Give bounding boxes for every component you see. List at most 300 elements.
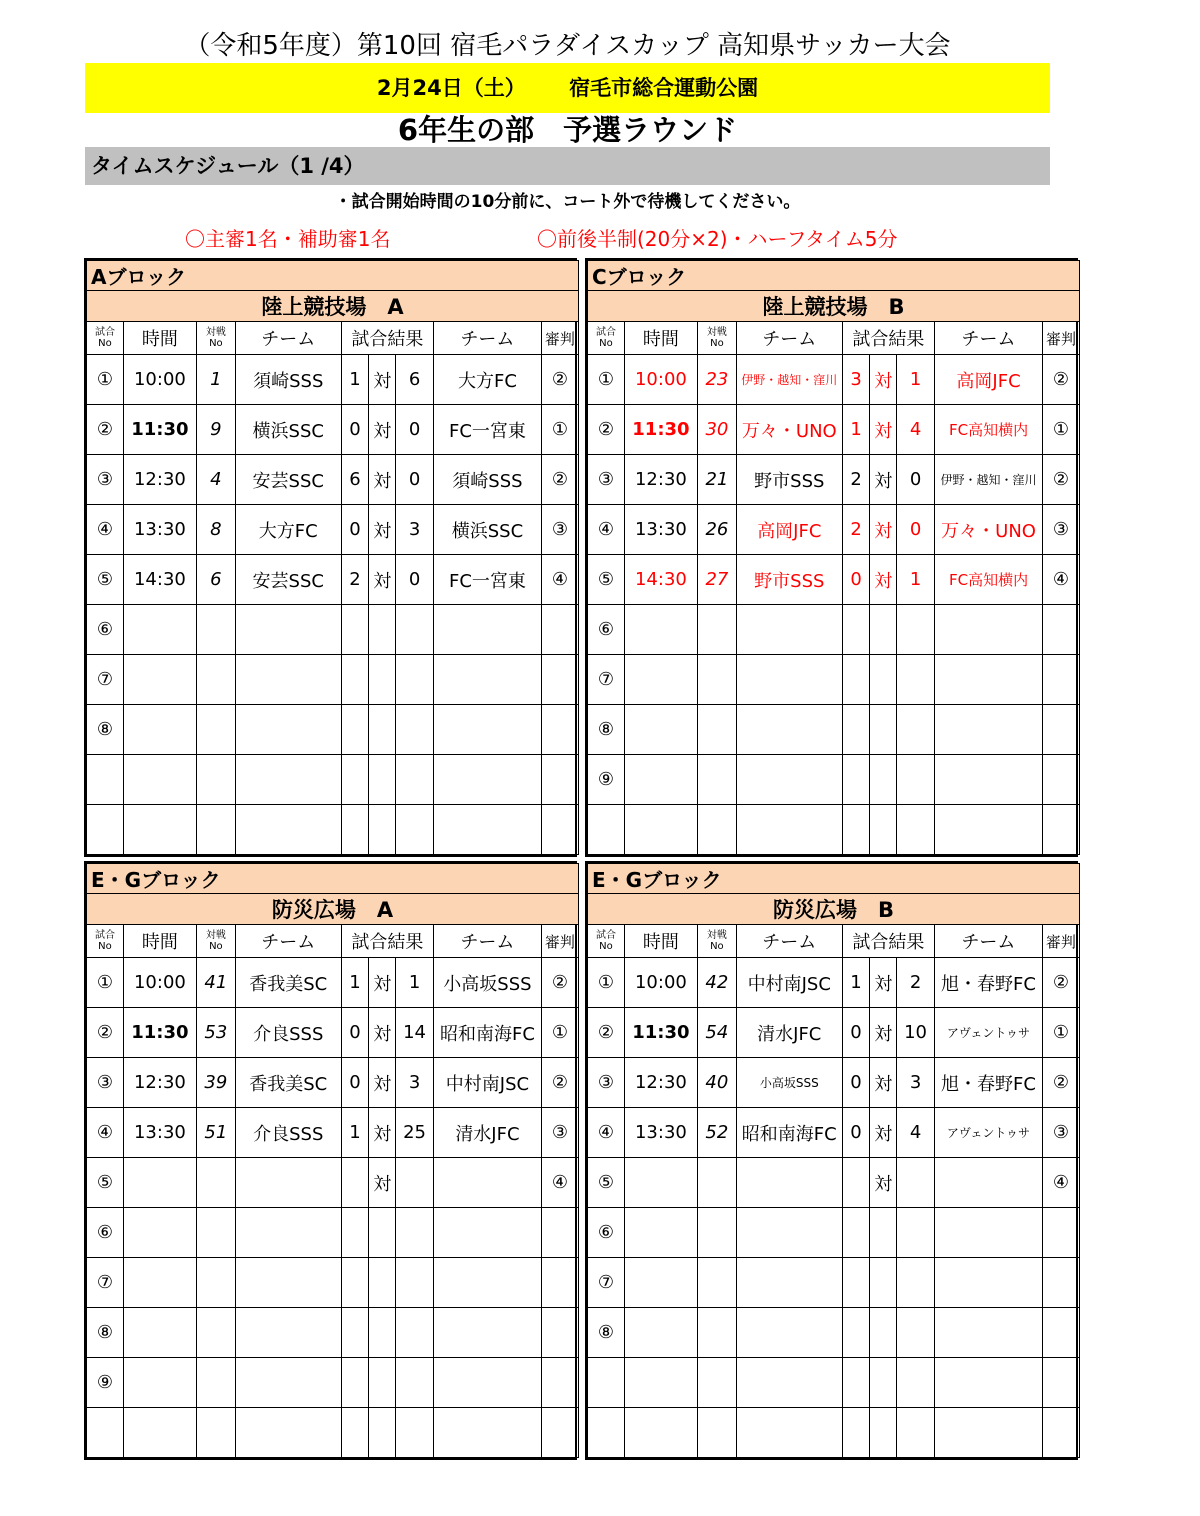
team-1: 香我美SC — [235, 1058, 341, 1108]
team-2: 昭和南海FC — [434, 1008, 542, 1058]
score-1: 2 — [842, 455, 870, 505]
match-number: ③ — [588, 455, 625, 505]
team-2 — [434, 1308, 542, 1358]
team-2 — [935, 605, 1043, 655]
match-time — [624, 655, 697, 705]
score-1: 1 — [341, 355, 369, 405]
team-1: 高岡JFC — [736, 505, 842, 555]
score-1 — [341, 1158, 369, 1208]
table-row — [87, 555, 579, 605]
match-time — [624, 1408, 697, 1458]
team-2: 旭・春野FC — [935, 958, 1043, 1008]
table-row — [87, 958, 579, 1008]
score-2 — [897, 805, 935, 855]
team-1: 万々・UNO — [736, 405, 842, 455]
score-2 — [897, 1158, 935, 1208]
result-header: 試合結果 — [341, 925, 433, 958]
versus-label: 対 — [870, 1108, 897, 1158]
score-2 — [396, 1158, 434, 1208]
referee-number: ② — [1042, 1058, 1079, 1108]
match-number: ③ — [87, 455, 124, 505]
score-2 — [897, 605, 935, 655]
versus-label — [870, 655, 897, 705]
table-row — [87, 605, 579, 655]
match-number: ⑥ — [588, 605, 625, 655]
versus-label — [369, 705, 396, 755]
score-1 — [842, 1308, 870, 1358]
team-2 — [434, 705, 542, 755]
table-row — [588, 1208, 1080, 1258]
referee-number — [541, 1408, 578, 1458]
versus-label: 対 — [870, 405, 897, 455]
versus-number: 53 — [196, 1008, 235, 1058]
notice-text: ・試合開始時間の10分前に、コート外で待機してください。 — [334, 192, 801, 212]
versus-number — [196, 1408, 235, 1458]
referee-header: 審判 — [541, 925, 578, 958]
referee-number: ④ — [541, 1158, 578, 1208]
versus-number — [196, 1208, 235, 1258]
table-row — [588, 605, 1080, 655]
versus-number — [697, 755, 736, 805]
score-2 — [396, 1358, 434, 1408]
score-2 — [897, 1308, 935, 1358]
field-name: 陸上競技場 A — [87, 291, 579, 322]
team-1 — [736, 1358, 842, 1408]
score-2: 3 — [897, 1058, 935, 1108]
table-row — [588, 455, 1080, 505]
score-2 — [396, 1208, 434, 1258]
match-time: 14:30 — [123, 555, 196, 605]
team-2 — [434, 1208, 542, 1258]
match-time: 13:30 — [123, 1108, 196, 1158]
versus-number: 26 — [697, 505, 736, 555]
table-row — [588, 958, 1080, 1008]
table-row — [87, 455, 579, 505]
match-number: ⑦ — [87, 655, 124, 705]
versus-number — [196, 805, 235, 855]
schedule-label: タイムスケジュール（1 /4） — [85, 147, 1050, 185]
team-2: 伊野・越知・窪川 — [935, 455, 1043, 505]
team-header: チーム — [935, 925, 1043, 958]
score-2 — [897, 655, 935, 705]
team-2 — [935, 755, 1043, 805]
versus-label — [369, 1308, 396, 1358]
versus-number — [196, 605, 235, 655]
team-1: 須崎SSS — [235, 355, 341, 405]
score-2: 10 — [897, 1008, 935, 1058]
match-no-header: 試合 No — [87, 322, 124, 355]
score-1 — [341, 755, 369, 805]
score-1 — [341, 705, 369, 755]
score-1: 0 — [341, 1008, 369, 1058]
table-row — [87, 1258, 579, 1308]
table-row — [87, 1358, 579, 1408]
score-2: 4 — [897, 1108, 935, 1158]
versus-label — [870, 1408, 897, 1458]
score-1 — [341, 1308, 369, 1358]
table-row — [87, 1308, 579, 1358]
referee-number — [541, 1208, 578, 1258]
match-time — [624, 1308, 697, 1358]
table-row — [588, 1308, 1080, 1358]
versus-number: 9 — [196, 405, 235, 455]
match-time — [123, 755, 196, 805]
versus-number — [697, 805, 736, 855]
match-time: 13:30 — [624, 505, 697, 555]
team-2: 中村南JSC — [434, 1058, 542, 1108]
result-header: 試合結果 — [341, 322, 433, 355]
versus-label: 対 — [369, 958, 396, 1008]
match-number: ① — [87, 958, 124, 1008]
table-row — [588, 1108, 1080, 1158]
score-1 — [341, 655, 369, 705]
versus-number — [196, 1358, 235, 1408]
team-1: 香我美SC — [235, 958, 341, 1008]
match-time — [123, 1308, 196, 1358]
referee-number — [1042, 605, 1079, 655]
match-time: 10:00 — [123, 958, 196, 1008]
team-1 — [736, 1158, 842, 1208]
team-2: 万々・UNO — [935, 505, 1043, 555]
match-number: ③ — [588, 1058, 625, 1108]
versus-label: 対 — [369, 1108, 396, 1158]
referee-header: 審判 — [1042, 925, 1079, 958]
score-2: 1 — [897, 355, 935, 405]
referee-number: ③ — [541, 505, 578, 555]
versus-number: 4 — [196, 455, 235, 505]
team-1 — [736, 605, 842, 655]
team-header: チーム — [235, 925, 341, 958]
match-number: ④ — [87, 505, 124, 555]
team-2 — [935, 805, 1043, 855]
referee-number: ② — [541, 355, 578, 405]
team-2: FC一宮東 — [434, 555, 542, 605]
referee-number: ② — [1042, 958, 1079, 1008]
team-2: 須崎SSS — [434, 455, 542, 505]
score-1: 1 — [341, 958, 369, 1008]
team-header: チーム — [434, 322, 542, 355]
referee-number: ① — [1042, 405, 1079, 455]
score-1 — [842, 1158, 870, 1208]
match-time: 12:30 — [624, 1058, 697, 1108]
referee-header: 審判 — [1042, 322, 1079, 355]
match-number — [87, 805, 124, 855]
match-number: ③ — [87, 1058, 124, 1108]
team-2 — [935, 1258, 1043, 1308]
team-2 — [935, 705, 1043, 755]
versus-number: 39 — [196, 1058, 235, 1108]
match-time: 13:30 — [624, 1108, 697, 1158]
score-1 — [842, 1408, 870, 1458]
versus-number: 6 — [196, 555, 235, 605]
match-time — [624, 1158, 697, 1208]
score-1 — [842, 605, 870, 655]
team-1 — [736, 655, 842, 705]
team-header: チーム — [935, 322, 1043, 355]
versus-number — [697, 1208, 736, 1258]
score-1: 0 — [341, 405, 369, 455]
match-time — [624, 705, 697, 755]
score-2 — [396, 805, 434, 855]
versus-label — [369, 1208, 396, 1258]
team-1 — [736, 805, 842, 855]
team-2 — [935, 1158, 1043, 1208]
match-number: ⑤ — [87, 1158, 124, 1208]
team-header: チーム — [434, 925, 542, 958]
score-2: 1 — [396, 958, 434, 1008]
versus-label: 対 — [369, 1158, 396, 1208]
table-row — [588, 1158, 1080, 1208]
match-time — [123, 805, 196, 855]
match-number: ⑥ — [588, 1208, 625, 1258]
team-2: 小高坂SSS — [434, 958, 542, 1008]
versus-label: 対 — [369, 355, 396, 405]
block-name: Aブロック — [87, 261, 579, 291]
versus-number — [697, 705, 736, 755]
versus-label: 対 — [369, 405, 396, 455]
referee-number — [1042, 1358, 1079, 1408]
match-number: ② — [588, 405, 625, 455]
field-name: 陸上競技場 B — [588, 291, 1080, 322]
team-2: 旭・春野FC — [935, 1058, 1043, 1108]
table-row — [87, 755, 579, 805]
score-1: 1 — [842, 958, 870, 1008]
score-1 — [341, 1208, 369, 1258]
versus-number — [196, 1308, 235, 1358]
team-1: 昭和南海FC — [736, 1108, 842, 1158]
match-time — [624, 755, 697, 805]
versus-label — [369, 1408, 396, 1458]
score-2 — [897, 1408, 935, 1458]
team-1: 安芸SSC — [235, 455, 341, 505]
score-1: 3 — [842, 355, 870, 405]
team-2 — [434, 1158, 542, 1208]
table-row — [87, 1208, 579, 1258]
versus-label: 対 — [870, 1158, 897, 1208]
score-1 — [341, 805, 369, 855]
time-header: 時間 — [123, 925, 196, 958]
match-number: ⑧ — [588, 1308, 625, 1358]
referee-number: ④ — [541, 555, 578, 605]
score-1: 2 — [842, 505, 870, 555]
score-2 — [897, 1208, 935, 1258]
score-2: 0 — [396, 405, 434, 455]
match-number — [588, 805, 625, 855]
versus-number — [697, 1158, 736, 1208]
result-header: 試合結果 — [842, 322, 934, 355]
table-row — [87, 505, 579, 555]
versus-number — [196, 755, 235, 805]
match-number: ① — [588, 958, 625, 1008]
score-2: 2 — [897, 958, 935, 1008]
score-1 — [842, 1358, 870, 1408]
referee-number — [1042, 655, 1079, 705]
versus-number: 52 — [697, 1108, 736, 1158]
match-number: ⑤ — [588, 555, 625, 605]
score-1 — [341, 1358, 369, 1408]
referee-header: 審判 — [541, 322, 578, 355]
team-1 — [235, 1158, 341, 1208]
table-row — [588, 1258, 1080, 1308]
match-time-rule: 〇前後半制(20分×2)・ハーフタイム5分 — [537, 227, 898, 251]
versus-label — [369, 605, 396, 655]
match-time — [624, 1258, 697, 1308]
score-2: 1 — [897, 555, 935, 605]
versus-label — [870, 805, 897, 855]
table-row — [588, 555, 1080, 605]
team-2: FC高知横内 — [935, 555, 1043, 605]
match-number — [588, 1408, 625, 1458]
team-2 — [434, 605, 542, 655]
table-row — [588, 505, 1080, 555]
referee-number — [541, 1258, 578, 1308]
team-1 — [736, 1308, 842, 1358]
match-time — [123, 655, 196, 705]
referee-number — [541, 805, 578, 855]
team-1: 介良SSS — [235, 1008, 341, 1058]
team-2 — [434, 1258, 542, 1308]
team-1: 安芸SSC — [235, 555, 341, 605]
table-row — [588, 805, 1080, 855]
score-1 — [341, 1408, 369, 1458]
match-time — [624, 1358, 697, 1408]
schedule-panel-a — [84, 258, 577, 857]
referee-number: ① — [541, 405, 578, 455]
team-2: 大方FC — [434, 355, 542, 405]
versus-label — [369, 1258, 396, 1308]
versus-no-header: 対戦 No — [196, 925, 235, 958]
versus-number — [697, 1358, 736, 1408]
match-number: ④ — [588, 505, 625, 555]
match-no-header: 試合 No — [588, 925, 625, 958]
match-number: ⑤ — [588, 1158, 625, 1208]
versus-no-header: 対戦 No — [697, 322, 736, 355]
team-2 — [434, 1408, 542, 1458]
match-number: ⑦ — [87, 1258, 124, 1308]
score-1: 1 — [341, 1108, 369, 1158]
score-2: 25 — [396, 1108, 434, 1158]
versus-label: 対 — [369, 505, 396, 555]
referee-number — [541, 755, 578, 805]
match-time: 11:30 — [624, 1008, 697, 1058]
score-2 — [396, 1408, 434, 1458]
versus-label: 対 — [870, 958, 897, 1008]
score-2: 6 — [396, 355, 434, 405]
score-2: 0 — [396, 455, 434, 505]
match-number — [87, 755, 124, 805]
score-2 — [897, 1358, 935, 1408]
referee-number — [541, 705, 578, 755]
team-1: 伊野・越知・窪川 — [736, 355, 842, 405]
team-1 — [235, 1358, 341, 1408]
referee-number: ① — [1042, 1008, 1079, 1058]
referee-number: ① — [541, 1008, 578, 1058]
team-1 — [736, 1208, 842, 1258]
team-2: 高岡JFC — [935, 355, 1043, 405]
score-2: 14 — [396, 1008, 434, 1058]
match-number: ① — [588, 355, 625, 405]
versus-number — [697, 1258, 736, 1308]
referee-number: ④ — [1042, 555, 1079, 605]
match-time: 12:30 — [624, 455, 697, 505]
score-2 — [897, 755, 935, 805]
team-1 — [235, 755, 341, 805]
match-number: ⑧ — [87, 1308, 124, 1358]
table-row — [588, 1358, 1080, 1408]
team-1: 介良SSS — [235, 1108, 341, 1158]
versus-number — [196, 705, 235, 755]
score-2: 0 — [897, 455, 935, 505]
match-time — [123, 1258, 196, 1308]
score-1 — [842, 705, 870, 755]
event-venue: 宿毛市総合運動公園 — [569, 76, 759, 100]
score-2 — [396, 605, 434, 655]
match-number: ① — [87, 355, 124, 405]
score-2 — [396, 1258, 434, 1308]
referee-number: ② — [1042, 455, 1079, 505]
time-header: 時間 — [624, 322, 697, 355]
team-1: 横浜SSC — [235, 405, 341, 455]
versus-no-header: 対戦 No — [697, 925, 736, 958]
table-row — [588, 405, 1080, 455]
versus-number: 8 — [196, 505, 235, 555]
match-number: ④ — [588, 1108, 625, 1158]
block-name: E・Gブロック — [588, 864, 1080, 894]
score-2: 0 — [897, 505, 935, 555]
team-2 — [935, 1408, 1043, 1458]
score-2: 3 — [396, 1058, 434, 1108]
referee-number — [541, 605, 578, 655]
versus-number — [697, 655, 736, 705]
versus-number: 23 — [697, 355, 736, 405]
match-time: 14:30 — [624, 555, 697, 605]
table-row — [87, 355, 579, 405]
table-row — [588, 655, 1080, 705]
referee-rule: 〇主審1名・補助審1名 — [185, 227, 391, 251]
versus-label: 対 — [369, 555, 396, 605]
referee-number — [1042, 1258, 1079, 1308]
match-time: 12:30 — [123, 1058, 196, 1108]
referee-number: ② — [541, 1058, 578, 1108]
team-2 — [935, 1308, 1043, 1358]
team-1 — [736, 1258, 842, 1308]
versus-label — [870, 1258, 897, 1308]
score-1 — [341, 1258, 369, 1308]
score-1 — [842, 1258, 870, 1308]
score-2: 0 — [396, 555, 434, 605]
versus-label: 対 — [870, 455, 897, 505]
referee-number: ③ — [1042, 1108, 1079, 1158]
versus-number — [697, 1408, 736, 1458]
match-number: ② — [87, 405, 124, 455]
versus-no-header: 対戦 No — [196, 322, 235, 355]
team-1: 清水JFC — [736, 1008, 842, 1058]
team-1: 小高坂SSS — [736, 1058, 842, 1108]
team-1: 中村南JSC — [736, 958, 842, 1008]
schedule-panel-eg-b — [585, 861, 1078, 1460]
match-number: ⑨ — [87, 1358, 124, 1408]
match-number: ⑥ — [87, 1208, 124, 1258]
match-number: ⑥ — [87, 605, 124, 655]
event-date: 2月24日（土） — [376, 76, 526, 100]
team-1 — [235, 1258, 341, 1308]
match-time: 10:00 — [624, 355, 697, 405]
match-time — [123, 1158, 196, 1208]
match-no-header: 試合 No — [87, 925, 124, 958]
team-2 — [935, 655, 1043, 705]
match-number: ⑦ — [588, 1258, 625, 1308]
match-no-header: 試合 No — [588, 322, 625, 355]
